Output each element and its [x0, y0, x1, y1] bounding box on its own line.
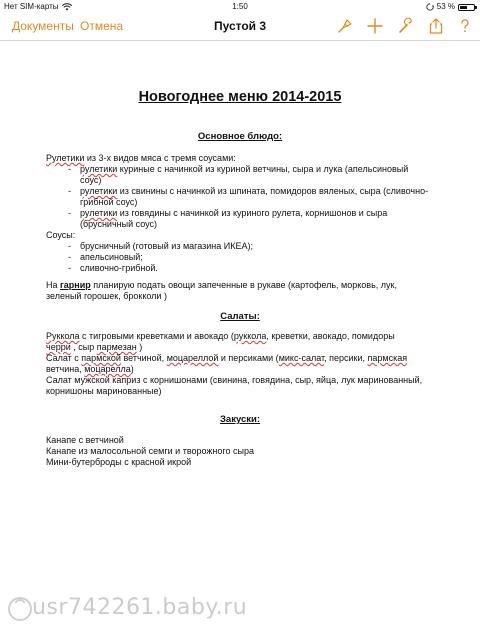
sauce-item-1: брусничный (готовый из магазина ИКЕА); — [80, 241, 253, 251]
salads-heading: Салаты: — [220, 311, 260, 322]
share-icon[interactable] — [427, 17, 445, 35]
document-title-label: Пустой 3 — [213, 19, 267, 33]
snack-item-3: Мини-бутерброды с красной икрой — [46, 457, 192, 467]
help-icon[interactable] — [456, 17, 474, 35]
app-toolbar — [0, 14, 480, 41]
battery-percent: 53 % — [436, 2, 455, 11]
bullet-marker: - — [68, 241, 71, 251]
roll-item-1: рулетики куриные с начинкой из куриной ветчины, сыра и лука (апельсиновый — [80, 164, 409, 174]
roll-item-1-cont: соус) — [80, 175, 102, 185]
main-course-heading: Основное блюдо: — [197, 131, 283, 142]
document-heading: Новогоднее меню 2014-2015 — [138, 89, 342, 105]
roll-item-3: рулетики из говядины с начинкой из куриного рулета, корнишонов и сыра — [80, 208, 388, 218]
sauces-label: Соусы: — [46, 230, 76, 240]
roll-item-2: рулетики из свинины с начинкой из шпината, помидоров вяленых, сыра (сливочно- — [80, 186, 429, 196]
bullet-marker: - — [68, 164, 71, 174]
cancel-button[interactable]: Отмена — [80, 19, 124, 33]
battery-icon — [458, 4, 475, 11]
roll-item-2-cont: грибной соус) — [80, 197, 138, 207]
roll-item-3-cont: (брусничный соус) — [80, 219, 158, 229]
battery-level — [460, 6, 467, 9]
snack-item-2: Канапе из малосольной семги и творожного сыра — [46, 446, 254, 456]
carrier-label: Нет SIM-карты — [4, 2, 59, 11]
documents-button[interactable]: Документы — [12, 19, 74, 33]
salad-3-cont: корнишоны маринованные) — [46, 386, 162, 396]
watermark-text: usr742261.baby.ru — [32, 595, 248, 620]
sauce-item-2: апельсиновый; — [80, 252, 143, 262]
status-time: 1:50 — [232, 2, 248, 11]
bullet-marker: - — [68, 263, 71, 273]
watermark-logo-icon — [6, 594, 34, 622]
garnish-line: На гарнир планирую подать овощи запеченные в рукаве (картофель, морковь, лук, — [46, 280, 397, 290]
sauce-item-3: сливочно-грибной. — [80, 263, 158, 273]
orientation-lock-icon — [426, 3, 434, 11]
snack-item-1: Канапе с ветчиной — [46, 435, 124, 445]
snacks-heading: Закуски: — [219, 414, 261, 425]
wrench-icon[interactable] — [397, 17, 415, 35]
salad-1: Руккола с тигровыми креветками и авокадо (руккола, креветки, авокадо, помидоры — [46, 331, 395, 341]
garnish-line-cont: зеленый горошек, брокколи ) — [46, 291, 167, 301]
document-canvas[interactable] — [0, 41, 480, 639]
rolls-intro: Рулетики из 3-х видов мяса с тремя соусами: — [46, 153, 236, 163]
bullet-marker: - — [68, 208, 71, 218]
salad-3: Салат мужской каприз с корнишонами (свинина, говядина, сыр, яйца, лук маринованный, — [46, 375, 423, 385]
salad-2: Салат с пармской ветчиной, моцареллой и персиками (микс-салат, персики, пармская — [46, 353, 408, 363]
bullet-marker: - — [68, 186, 71, 196]
salad-2-cont: ветчина, моцарелла) — [46, 364, 134, 374]
salad-1-cont: черри , сыр пармезан ) — [46, 342, 143, 352]
add-icon[interactable] — [366, 17, 384, 35]
bullet-marker: - — [68, 252, 71, 262]
format-brush-icon[interactable] — [336, 17, 354, 35]
status-bar — [0, 0, 480, 14]
